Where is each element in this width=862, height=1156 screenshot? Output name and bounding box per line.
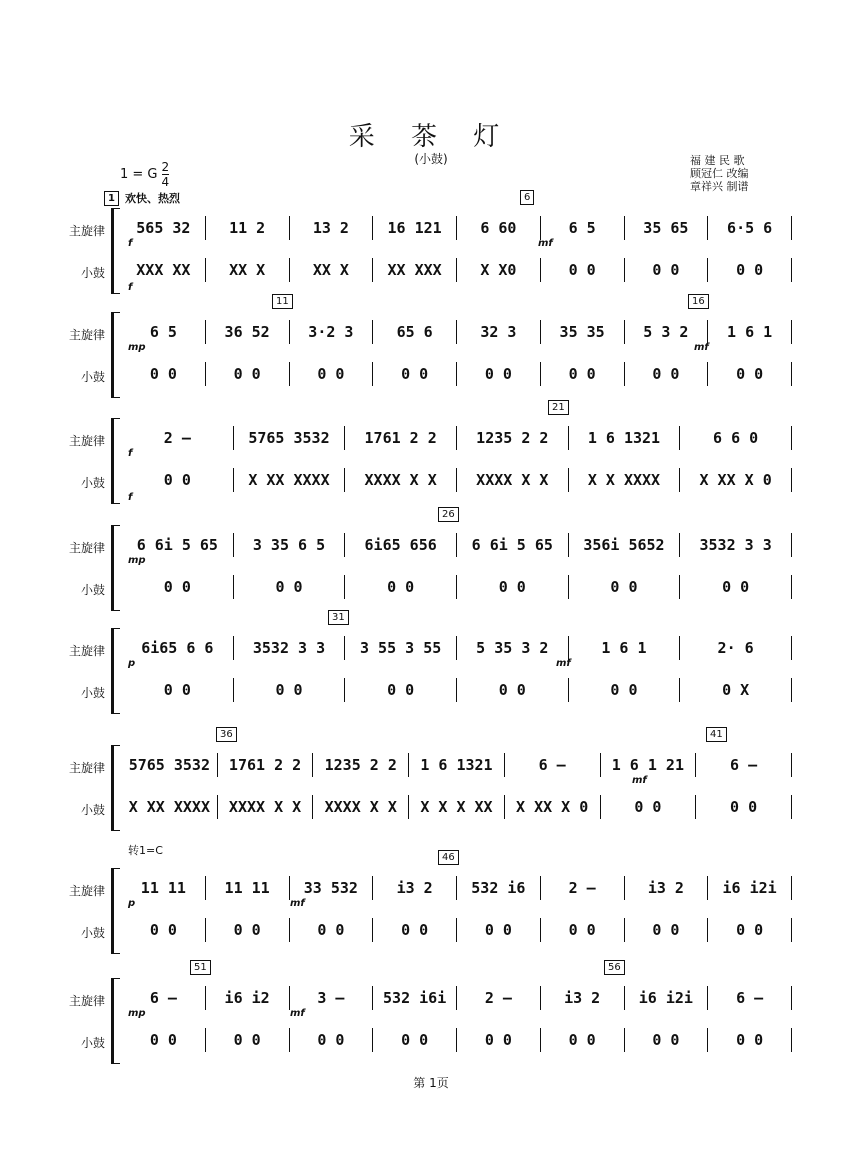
melody-measure: 11 11 [206,876,290,900]
tempo-marking [104,190,180,206]
melody-part-label: 主旋律 [68,224,105,238]
melody-measure: 5765 3532 [234,426,346,450]
credit-transcriber: 章祥兴 制谱 [690,180,749,193]
drum-measure: X X0 [457,258,541,282]
drum-measure: 0 0 [541,362,625,386]
dynamic-mark: mp [128,555,146,566]
melody-part-label: 主旋律 [68,761,105,775]
melody-staff [122,533,792,557]
drum-measure: 0 0 [206,362,290,386]
melody-measure: i3 2 [541,986,625,1010]
drum-part-label: 小鼓 [80,803,105,817]
drum-part-label: 小鼓 [80,370,105,384]
melody-measure: i6 i2i [708,876,792,900]
dynamic-mark: f [128,282,133,293]
melody-measure: i6 i2 [206,986,290,1010]
drum-measure: 0 0 [625,258,709,282]
melody-part-label: 主旋律 [68,644,105,658]
system-bracket [111,745,120,831]
melody-staff [122,876,792,900]
system-bracket [111,525,120,611]
melody-measure: 1 6 1 21 [601,753,697,777]
drum-measure: X XX X 0 [505,795,601,819]
drum-staff [122,575,792,599]
drum-part-label: 小鼓 [80,926,105,940]
drum-measure: 0 0 [708,258,792,282]
melody-measure: 6 6i 5 65 [122,533,234,557]
melody-measure: 6 – [708,986,792,1010]
drum-measure: 0 0 [122,468,234,492]
drum-measure: 0 0 [680,575,792,599]
credits [690,154,749,193]
drum-measure: 0 0 [290,362,374,386]
drum-measure: 0 0 [457,1028,541,1052]
drum-measure: XXXX X X [313,795,409,819]
melody-staff [122,320,792,344]
melody-measure: 6 60 [457,216,541,240]
drum-measure: XXXX X X [345,468,457,492]
dynamic-mark: mf [556,658,571,669]
score-system [0,509,862,615]
score-system [0,402,862,508]
drum-measure: 0 0 [708,1028,792,1052]
melody-part-label: 主旋律 [68,328,105,342]
drum-measure: 0 0 [122,362,206,386]
melody-measure: 6·5 6 [708,216,792,240]
dynamic-mark: f [128,448,133,459]
melody-measure: 6i65 6 6 [122,636,234,660]
rehearsal-mark: 56 [604,960,625,975]
melody-measure: 6 – [696,753,792,777]
drum-measure: XXXX X X [218,795,314,819]
system-bracket [111,208,120,294]
drum-measure: 0 0 [345,678,457,702]
drum-measure: 0 0 [345,575,457,599]
drum-measure: XX X [290,258,374,282]
melody-measure: 6 5 [122,320,206,344]
score-title: 采 茶 灯 [348,122,514,152]
drum-measure: 0 0 [206,918,290,942]
score-system [0,962,862,1068]
dynamic-mark: mf [290,898,305,909]
melody-measure: 32 3 [457,320,541,344]
dynamic-mark: mp [128,342,146,353]
drum-measure: 0 X [680,678,792,702]
dynamic-mark: mp [128,1008,146,1019]
drum-measure: 0 0 [601,795,697,819]
melody-measure: i3 2 [625,876,709,900]
melody-measure: 356i 5652 [569,533,681,557]
melody-measure: i3 2 [373,876,457,900]
drum-part-label: 小鼓 [80,266,105,280]
melody-measure: 1761 2 2 [218,753,314,777]
melody-part-label: 主旋律 [68,541,105,555]
dynamic-mark: p [128,898,136,909]
rehearsal-mark: 1 [104,191,119,206]
drum-measure: XX X [206,258,290,282]
melody-measure: 6 5 [541,216,625,240]
melody-measure: 1235 2 2 [313,753,409,777]
melody-measure: 6 6 0 [680,426,792,450]
drum-measure: 0 0 [569,678,681,702]
drum-measure: 0 0 [373,918,457,942]
dynamic-mark: mf [632,775,647,786]
melody-measure: 5 35 3 2 [457,636,569,660]
melody-measure: 16 121 [373,216,457,240]
drum-measure: XX XXX [373,258,457,282]
melody-measure: 1 6 1 [708,320,792,344]
melody-measure: 2 – [457,986,541,1010]
tempo-text: 欢快、热烈 [124,192,180,205]
drum-staff [122,678,792,702]
drum-measure: 0 0 [373,362,457,386]
dynamic-mark: f [128,492,133,503]
melody-staff [122,216,792,240]
drum-measure: 0 0 [290,918,374,942]
drum-measure: X X XXXX [569,468,681,492]
melody-measure: 36 52 [206,320,290,344]
system-bracket [111,868,120,954]
melody-measure: 3 – [290,986,374,1010]
drum-measure: 0 0 [206,1028,290,1052]
melody-measure: 5 3 2 [625,320,709,344]
melody-measure: 3·2 3 [290,320,374,344]
rehearsal-mark: 16 [688,294,709,309]
drum-measure: 0 0 [541,1028,625,1052]
drum-part-label: 小鼓 [80,686,105,700]
rehearsal-mark: 31 [328,610,349,625]
drum-measure: 0 0 [122,575,234,599]
drum-staff [122,1028,792,1052]
system-bracket [111,312,120,398]
drum-part-label: 小鼓 [80,476,105,490]
score-system [0,612,862,718]
melody-part-label: 主旋律 [68,434,105,448]
melody-measure: 1 6 1 [569,636,681,660]
system-bracket [111,628,120,714]
page-number: 第 1页 [413,1076,449,1090]
dynamic-mark: mf [694,342,709,353]
melody-measure: 3 55 3 55 [345,636,457,660]
score-system [0,729,862,835]
melody-staff [122,986,792,1010]
dynamic-mark: f [128,238,133,249]
drum-measure: 0 0 [234,678,346,702]
melody-staff [122,426,792,450]
time-denominator: 4 [161,175,170,189]
modulation-mark: 转1=C [128,844,163,857]
melody-measure: 2 – [541,876,625,900]
drum-measure: 0 0 [541,918,625,942]
drum-measure: 0 0 [457,362,541,386]
dynamic-mark: mf [290,1008,305,1019]
time-numerator: 2 [161,160,170,174]
drum-measure: X X X XX [409,795,505,819]
time-signature [162,160,170,189]
melody-measure: 1235 2 2 [457,426,569,450]
drum-measure: X XX X 0 [680,468,792,492]
melody-measure: 65 6 [373,320,457,344]
melody-part-label: 主旋律 [68,884,105,898]
dynamic-mark: mf [538,238,553,249]
melody-measure: 3532 3 3 [680,533,792,557]
score-system [0,852,862,958]
rehearsal-mark: 26 [438,507,459,522]
drum-measure: 0 0 [122,1028,206,1052]
drum-measure: X XX XXXX [122,795,218,819]
drum-measure: 0 0 [122,918,206,942]
drum-measure: 0 0 [457,678,569,702]
rehearsal-mark: 36 [216,727,237,742]
drum-measure: 0 0 [625,1028,709,1052]
melody-measure: 35 35 [541,320,625,344]
melody-measure: 565 32 [122,216,206,240]
drum-measure: 0 0 [457,918,541,942]
drum-measure: 0 0 [541,258,625,282]
melody-measure: 6 – [505,753,601,777]
melody-measure: 1 6 1321 [409,753,505,777]
drum-staff [122,795,792,819]
melody-measure: 1 6 1321 [569,426,681,450]
melody-measure: 11 2 [206,216,290,240]
drum-measure: 0 0 [569,575,681,599]
drum-measure: XXXX X X [457,468,569,492]
rehearsal-mark: 41 [706,727,727,742]
drum-measure: X XX XXXX [234,468,346,492]
key-label: 1 = G [120,167,158,182]
melody-measure: 13 2 [290,216,374,240]
system-bracket [111,418,120,504]
rehearsal-mark: 51 [190,960,211,975]
rehearsal-mark: 11 [272,294,293,309]
drum-measure: 0 0 [290,1028,374,1052]
melody-measure: 532 i6i [373,986,457,1010]
melody-measure: 11 11 [122,876,206,900]
melody-measure: 6 – [122,986,206,1010]
drum-measure: 0 0 [696,795,792,819]
melody-measure: 35 65 [625,216,709,240]
drum-staff [122,918,792,942]
drum-measure: XXX XX [122,258,206,282]
drum-staff [122,258,792,282]
drum-measure: 0 0 [234,575,346,599]
melody-staff [122,753,792,777]
system-bracket [111,978,120,1064]
melody-measure: 6 6i 5 65 [457,533,569,557]
drum-part-label: 小鼓 [80,1036,105,1050]
credit-origin: 福 建 民 歌 [690,154,745,167]
drum-part-label: 小鼓 [80,583,105,597]
melody-measure: 3532 3 3 [234,636,346,660]
melody-measure: 5765 3532 [122,753,218,777]
drum-staff [122,468,792,492]
drum-measure: 0 0 [373,1028,457,1052]
drum-measure: 0 0 [708,918,792,942]
rehearsal-mark: 21 [548,400,569,415]
melody-measure: 1761 2 2 [345,426,457,450]
melody-measure: 33 532 [290,876,374,900]
drum-staff [122,362,792,386]
score-system [0,296,862,402]
melody-measure: 2 – [122,426,234,450]
melody-measure: 3 35 6 5 [234,533,346,557]
melody-measure: 2· 6 [680,636,792,660]
key-signature [120,160,169,189]
rehearsal-mark: 6 [520,190,534,205]
drum-measure: 0 0 [708,362,792,386]
drum-measure: 0 0 [457,575,569,599]
drum-measure: 0 0 [625,362,709,386]
melody-measure: 6i65 656 [345,533,457,557]
melody-measure: i6 i2i [625,986,709,1010]
dynamic-mark: p [128,658,136,669]
melody-measure: 532 i6 [457,876,541,900]
melody-part-label: 主旋律 [68,994,105,1008]
credit-arranger: 顾冠仁 改编 [690,167,749,180]
drum-measure: 0 0 [122,678,234,702]
drum-measure: 0 0 [625,918,709,942]
score-subtitle: (小鼓) [414,152,448,166]
melody-staff [122,636,792,660]
rehearsal-mark: 46 [438,850,459,865]
